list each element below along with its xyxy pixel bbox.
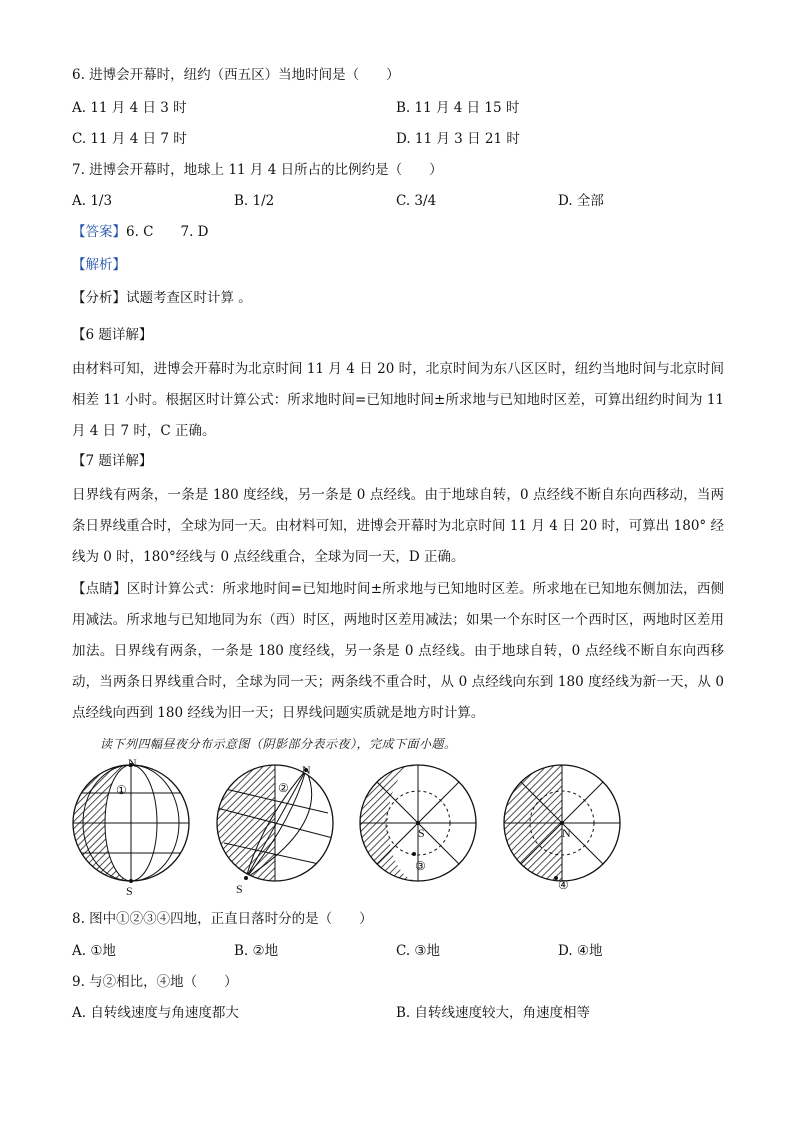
q6-option-b: B. 11 月 4 日 15 时 xyxy=(396,100,520,116)
fenxi-line xyxy=(72,289,252,307)
q8-option-b: B. ②地 xyxy=(234,943,279,959)
point-2-label: ② xyxy=(278,781,289,795)
globe-4 xyxy=(504,765,620,892)
q9-option-a: A. 自转线速度与角速度都大 xyxy=(72,1005,239,1021)
analysis-tag: 【解析】 xyxy=(72,257,126,273)
q6-stem: 6. 进博会开幕时，纽约（西五区）当地时间是（ ） xyxy=(72,67,400,83)
globe-1 xyxy=(73,758,189,898)
q6-option-a: A. 11 月 4 日 3 时 xyxy=(72,100,187,116)
q7-option-b: B. 1/2 xyxy=(234,193,275,209)
q6-option-d: D. 11 月 3 日 21 时 xyxy=(396,131,520,147)
detail7-text: 日界线有两条，一条是 180 度经线，另一条是 0 点经线。由于地球自转，0 点经线不断自东向西移动，当两条日界线重合时，全球为同一天。由材料可知，进博会开幕时为北京时间 11 月 4 日 20 时，可算出 180° 经线为 0 时，180°经线与 0 点经线重合，全球为同一天，D 正确。 xyxy=(72,487,724,565)
fenxi-tag: 【分析】 xyxy=(72,290,126,306)
point-1-label: ① xyxy=(116,783,127,797)
q7-option-d: D. 全部 xyxy=(558,193,604,209)
dianjing-text: 区时计算公式：所求地时间=已知地时间±所求地与已知地时区差。所求地在已知地东侧加法，西侧用减法。所求地与已知地同为东（西）时区，两地时区差用减法；如果一个东时区一个西时区，两地时区差用加法。日界线有两条，一条是 180 度经线，另一条是 0 点经线。由于地球自转，0 点经线不断自东向西移动，当两条日界线重合时，全球为同一天；两条线不重合时，从 0 点经线向东到 180 度经线为新一天，从 0 点经线向西到 180 经线为旧一天；日界线问题实质就是地方时计算。 xyxy=(72,581,725,721)
detail7-tag: 【7 题详解】 xyxy=(72,453,153,469)
day-night-diagrams xyxy=(66,758,706,898)
q9-option-b: B. 自转线速度较大，角速度相等 xyxy=(396,1005,591,1021)
q8-option-c: C. ③地 xyxy=(396,943,441,959)
detail6-tag: 【6 题详解】 xyxy=(72,327,153,343)
answer-tag: 【答案】 xyxy=(72,224,126,240)
q7-option-a: A. 1/3 xyxy=(72,193,113,209)
q7-stem: 7. 进博会开幕时，地球上 11 月 4 日所占的比例约是（ ） xyxy=(72,162,443,178)
q8-option-d: D. ④地 xyxy=(558,943,603,959)
globe-4-n-label: N xyxy=(562,826,571,840)
q8-stem: 8. 图中①②③④四地，正直日落时分的是（ ） xyxy=(72,911,373,927)
q9-stem: 9. 与②相比，④地（ ） xyxy=(72,974,238,990)
figure-caption: 读下列四幅昼夜分布示意图（阴影部分表示夜），完成下面小题。 xyxy=(100,737,457,751)
globe-3 xyxy=(360,765,476,881)
globe-2-s-label: S xyxy=(236,882,243,896)
point-3-label: ③ xyxy=(415,859,426,873)
globe-2-n-label: N xyxy=(302,763,311,777)
q6-option-c: C. 11 月 4 日 7 时 xyxy=(72,131,187,147)
point-4-label: ④ xyxy=(558,878,569,892)
answer-line xyxy=(72,223,209,241)
detail6-text: 由材料可知，进博会开幕时为北京时间 11 月 4 日 20 时，北京时间为东八区区时，纽约当地时间与北京时间相差 11 小时。根据区时计算公式：所求地时间=已知地时间±所求地与已知地时区差，可算出纽约时间为 11 月 4 日 7 时，C 正确。 xyxy=(72,361,724,439)
globe-1-n-label: N xyxy=(128,758,137,770)
globe-3-s-label: S xyxy=(418,826,425,840)
globe-1-s-label: S xyxy=(126,884,133,898)
answer-text: 6. C 7. D xyxy=(126,224,209,240)
q8-option-a: A. ①地 xyxy=(72,943,116,959)
globe-2 xyxy=(217,763,333,896)
dianjing-tag: 【点睛】 xyxy=(72,581,127,597)
fenxi-text: 试题考查区时计算 。 xyxy=(126,290,252,306)
dianjing-paragraph xyxy=(72,574,724,729)
q7-option-c: C. 3/4 xyxy=(396,193,437,209)
